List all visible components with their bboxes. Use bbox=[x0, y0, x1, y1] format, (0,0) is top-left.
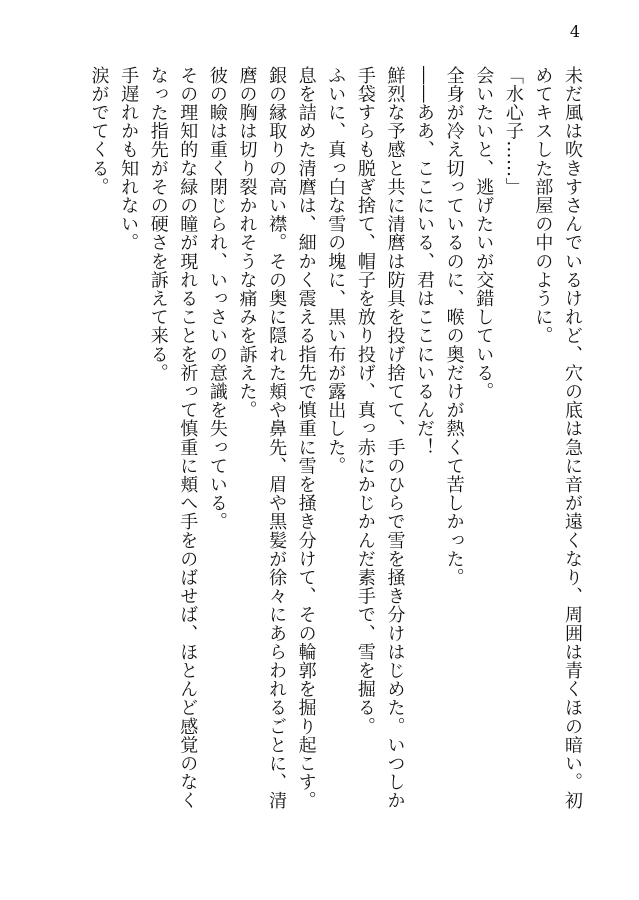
text-line-4: 会いたいと、逃げたいが交錯している。 bbox=[473, 66, 495, 401]
text-line-1: 未だ風は吹きすさんでいるけれど、穴の底は急に音が遠くなり、周囲は青くほの暗い。初 bbox=[562, 66, 583, 810]
text-line-8: 手袋すらも脱ぎ捨て、帽子を放り投げ、真っ赤にかじかんだ素手で、雪を掘る。 bbox=[354, 66, 376, 736]
text-line-10: 息を詰めた清麿は、細かく震える指先で慎重に雪を掻き分けて、その輪郭を掘り起こす。 bbox=[295, 66, 317, 810]
text-line-13: 彼の瞼は重く閉じられ、いっさいの意識を失っている。 bbox=[206, 66, 228, 531]
text-line-5: 全身が冷え切っているのに、喉の奥だけが熱くて苦しかった。 bbox=[443, 66, 465, 587]
text-line-15: なった指先がその硬さを訴えて来る。 bbox=[147, 66, 169, 383]
text-line-6: ――ああ、ここにいる、君はここにいるんだ！ bbox=[414, 66, 436, 457]
text-line-3: 「水心子……」 bbox=[502, 66, 524, 197]
vertical-text-body bbox=[47, 66, 587, 856]
text-line-16: 手遅れかも知れない。 bbox=[118, 66, 140, 252]
text-line-2: めてキスした部屋の中のように。 bbox=[532, 66, 554, 345]
page-number: 4 bbox=[569, 22, 581, 41]
text-line-9: ふいに、真っ白な雪の塊に、黒い布が露出した。 bbox=[325, 66, 347, 476]
text-line-17: 涙がでてくる。 bbox=[88, 66, 110, 197]
text-line-11: 銀の縁取りの高い襟。その奥に隠れた頬や鼻先、眉や黒髪が徐々にあらわれるごとに、清 bbox=[266, 66, 288, 810]
text-line-14: その理知的な緑の瞳が現れることを祈って慎重に頬へ手をのばせば、ほとんど感覚のなく bbox=[177, 66, 199, 810]
text-line-12: 麿の胸は切り裂かれそうな痛みを訴えた。 bbox=[236, 66, 258, 420]
text-line-7: 鮮烈な予感と共に清麿は防具を投げ捨てて、手のひらで雪を掻き分けはじめた。いつしか bbox=[384, 66, 406, 810]
